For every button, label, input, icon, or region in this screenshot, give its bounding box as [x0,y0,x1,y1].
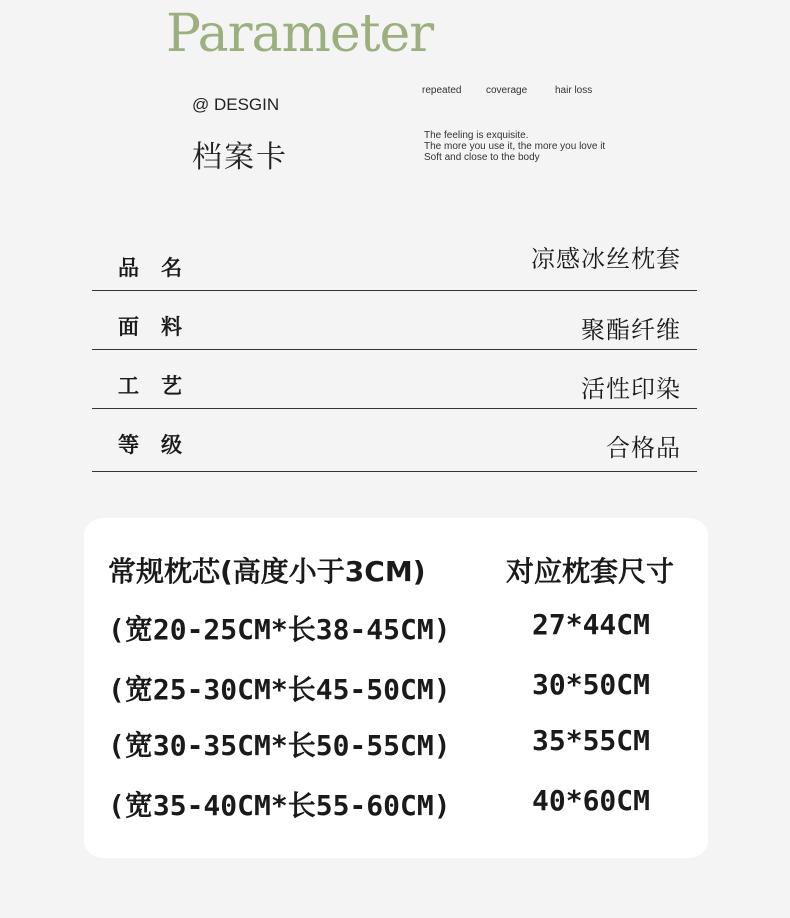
param-row-fabric [92,291,697,350]
card-title: 档案卡 [192,140,288,175]
size-core: (宽35-40CM*长55-60CM) [108,789,451,822]
size-case: 30*50CM [532,668,651,701]
param-label: 面料 [118,315,204,339]
table-row [84,724,708,764]
tag-repeated: repeated [422,85,462,96]
tag-coverage: coverage [486,85,528,96]
param-row-name [92,232,697,291]
param-value: 活性印染 [581,375,681,403]
size-core: (宽20-25CM*长38-45CM) [108,613,451,646]
size-header-case: 对应枕套尺寸 [506,555,675,588]
size-core: (宽30-35CM*长50-55CM) [108,729,451,762]
design-label: @ DESGIN [192,95,280,114]
tagline [424,130,605,163]
tagline-line: The feeling is exquisite. [424,130,529,141]
size-table [84,518,708,858]
table-row [84,668,708,708]
size-case: 35*55CM [532,724,651,757]
parameter-list [92,232,697,472]
table-row [84,608,708,648]
param-value: 合格品 [606,434,681,462]
tagline-line: Soft and close to the body [424,152,540,163]
param-row-process [92,350,697,409]
size-core: (宽25-30CM*长45-50CM) [108,673,451,706]
param-row-grade [92,409,697,472]
page-title: Parameter [166,4,434,64]
size-header-core: 常规枕芯(高度小于3CM) [108,555,426,588]
tag-hair-loss: hair loss [555,85,593,96]
param-label: 品名 [118,256,204,280]
param-label: 等级 [118,433,204,457]
param-value: 聚酯纤维 [581,316,681,344]
param-label: 工艺 [118,374,204,398]
tagline-line: The more you use it, the more you love it [424,141,606,152]
size-case: 27*44CM [532,608,651,641]
table-row [84,784,708,824]
param-value: 凉感冰丝枕套 [531,245,681,273]
size-table-header [84,550,708,590]
size-case: 40*60CM [532,784,651,817]
